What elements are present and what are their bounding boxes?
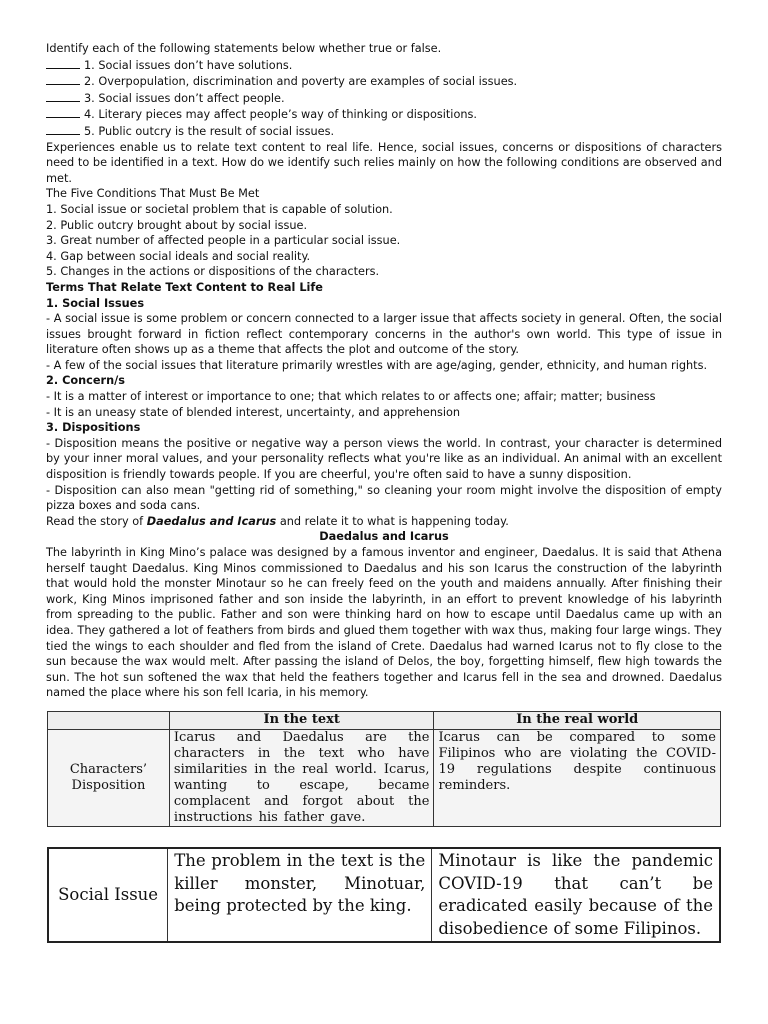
social-issues-title: 1. Social Issues bbox=[46, 296, 145, 310]
comparison-table-disposition bbox=[47, 711, 721, 827]
statement-text: 4. Literary pieces may affect people’s way of thinking or dispositions. bbox=[84, 108, 477, 122]
condition-item: 4. Gap between social ideals and social reality. bbox=[46, 249, 311, 263]
comparison-table-social-issue bbox=[47, 847, 721, 943]
statement-2 bbox=[46, 73, 722, 90]
statement-4 bbox=[46, 106, 722, 123]
statement-5 bbox=[46, 123, 722, 140]
statement-3 bbox=[46, 90, 722, 107]
condition-item: 5. Changes in the actions or dispositions of the characters. bbox=[46, 265, 380, 279]
condition-item: 2. Public outcry brought about by social issue. bbox=[46, 218, 308, 232]
dispositions-p2: - Disposition can also mean "getting rid of something," so cleaning your room might involve the disposition of empty pizza boxes and soda cans. bbox=[46, 483, 722, 513]
table-row bbox=[48, 730, 721, 827]
answer-blank[interactable] bbox=[46, 106, 80, 118]
social-issues-p1: - A social issue is some problem or concern connected to a larger issue that affects society in general. Often, the social issues brought forward in fiction reflect contemporary concerns in the author's own world. This type of issue in literature often shows up as a theme that affects the plot and outcome of the story. bbox=[46, 312, 722, 357]
read-story-title: Daedalus and Icarus bbox=[146, 514, 277, 528]
condition-item: 3. Great number of affected people in a particular social issue. bbox=[46, 234, 401, 248]
read-instruction bbox=[46, 514, 722, 530]
header-in-the-text: In the text bbox=[169, 712, 434, 730]
dispositions-title: 3. Dispositions bbox=[46, 421, 141, 435]
answer-blank[interactable] bbox=[46, 73, 80, 85]
table-header-row bbox=[48, 712, 721, 730]
social-issues-p2: - A few of the social issues that literature primarily wrestles with are age/aging, gender, ethnicity, and human rights. bbox=[46, 358, 708, 372]
story-title: Daedalus and Icarus bbox=[319, 530, 449, 544]
cell-real-world: Icarus can be compared to some Filipinos who are violating the COVID-19 regulations despite continuous reminders. bbox=[434, 730, 721, 827]
worksheet-document bbox=[46, 41, 722, 701]
dispositions-p1: - Disposition means the positive or negative way a person views the world. In contrast, your character is determined by your inner moral values, and your personality reflects what you're like as an individual. An animal with an excellent disposition is friendly towards people. If you are cheerful, you're often said to have a sunny disposition. bbox=[46, 436, 722, 482]
terms-heading: Terms That Relate Text Content to Real Life bbox=[46, 280, 323, 294]
conditions-heading: The Five Conditions That Must Be Met bbox=[46, 187, 260, 201]
concerns-p2: - It is an uneasy state of blended interest, uncertainty, and apprehension bbox=[46, 405, 461, 419]
cell-real-world: Minotaur is like the pandemic COVID-19 that can’t be eradicated easily because of the disobedience of some Filipinos. bbox=[432, 848, 720, 942]
statement-text: 3. Social issues don’t affect people. bbox=[84, 91, 285, 105]
row-label-characters-disposition: Characters’ Disposition bbox=[48, 730, 170, 827]
header-in-the-real-world: In the real world bbox=[434, 712, 721, 730]
statement-text: 1. Social issues don’t have solutions. bbox=[84, 58, 293, 72]
answer-blank[interactable] bbox=[46, 123, 80, 135]
read-suffix: and relate it to what is happening today. bbox=[276, 514, 509, 528]
statement-1 bbox=[46, 57, 722, 74]
concerns-p1: - It is a matter of interest or importance to one; that which relates to or affects one; affair; matter; business bbox=[46, 390, 656, 404]
condition-item: 1. Social issue or societal problem that is capable of solution. bbox=[46, 202, 393, 216]
statement-text: 2. Overpopulation, discrimination and poverty are examples of social issues. bbox=[84, 75, 518, 89]
table-row bbox=[48, 848, 720, 942]
header-empty bbox=[48, 712, 170, 730]
intro-paragraph: Experiences enable us to relate text content to real life. Hence, social issues, concerns or dispositions of characters need to be identified in a text. How do we identify such relies mainly on how the following conditions are observed and met. bbox=[46, 140, 722, 185]
read-prefix: Read the story of bbox=[46, 514, 147, 528]
row-label-social-issue: Social Issue bbox=[48, 848, 168, 942]
answer-blank[interactable] bbox=[46, 57, 80, 69]
statement-text: 5. Public outcry is the result of social issues. bbox=[84, 124, 335, 138]
concerns-title: 2. Concern/s bbox=[46, 374, 126, 388]
answer-blank[interactable] bbox=[46, 90, 80, 102]
story-body: The labyrinth in King Mino’s palace was designed by a famous inventor and engineer, Daedalus. It is said that Athena herself taught Daedalus. King Minos commissioned to Daedalus and his son Icarus the construction of the labyrinth that would hold the monster Minotaur so he can freely feed on the youth and maidens annually. After finishing their work, King Minos imprisoned father and son inside the labyrinth, in an effort to prevent knowledge of his labyrinth from spreading to the public. Father and son were thinking hard on how to escape until Daedalus came up with an idea. They gathered a lot of feathers from birds and glued them together with wax thus, making four large wings. They tied the wings to each shoulder and fled from the island of Crete. Daedalus had warned Icarus not to fly close to the sun because the wax would melt. After passing the island of Delos, the boy, forgetting himself, flew high towards the sun. The hot sun softened the wax that held the feathers together and Icarus fell in the sea and drowned. Daedalus named the place where his son fell Icaria, in his memory. bbox=[46, 546, 722, 700]
instruction: Identify each of the following statements below whether true or false. bbox=[46, 42, 442, 55]
cell-in-text: Icarus and Daedalus are the characters in the text who have similarities in the real world. Icarus, wanting to escape, became complacent and forgot about the instructions his father gave. bbox=[169, 730, 434, 827]
cell-in-text: The problem in the text is the killer monster, Minotuar, being protected by the king. bbox=[168, 848, 432, 942]
